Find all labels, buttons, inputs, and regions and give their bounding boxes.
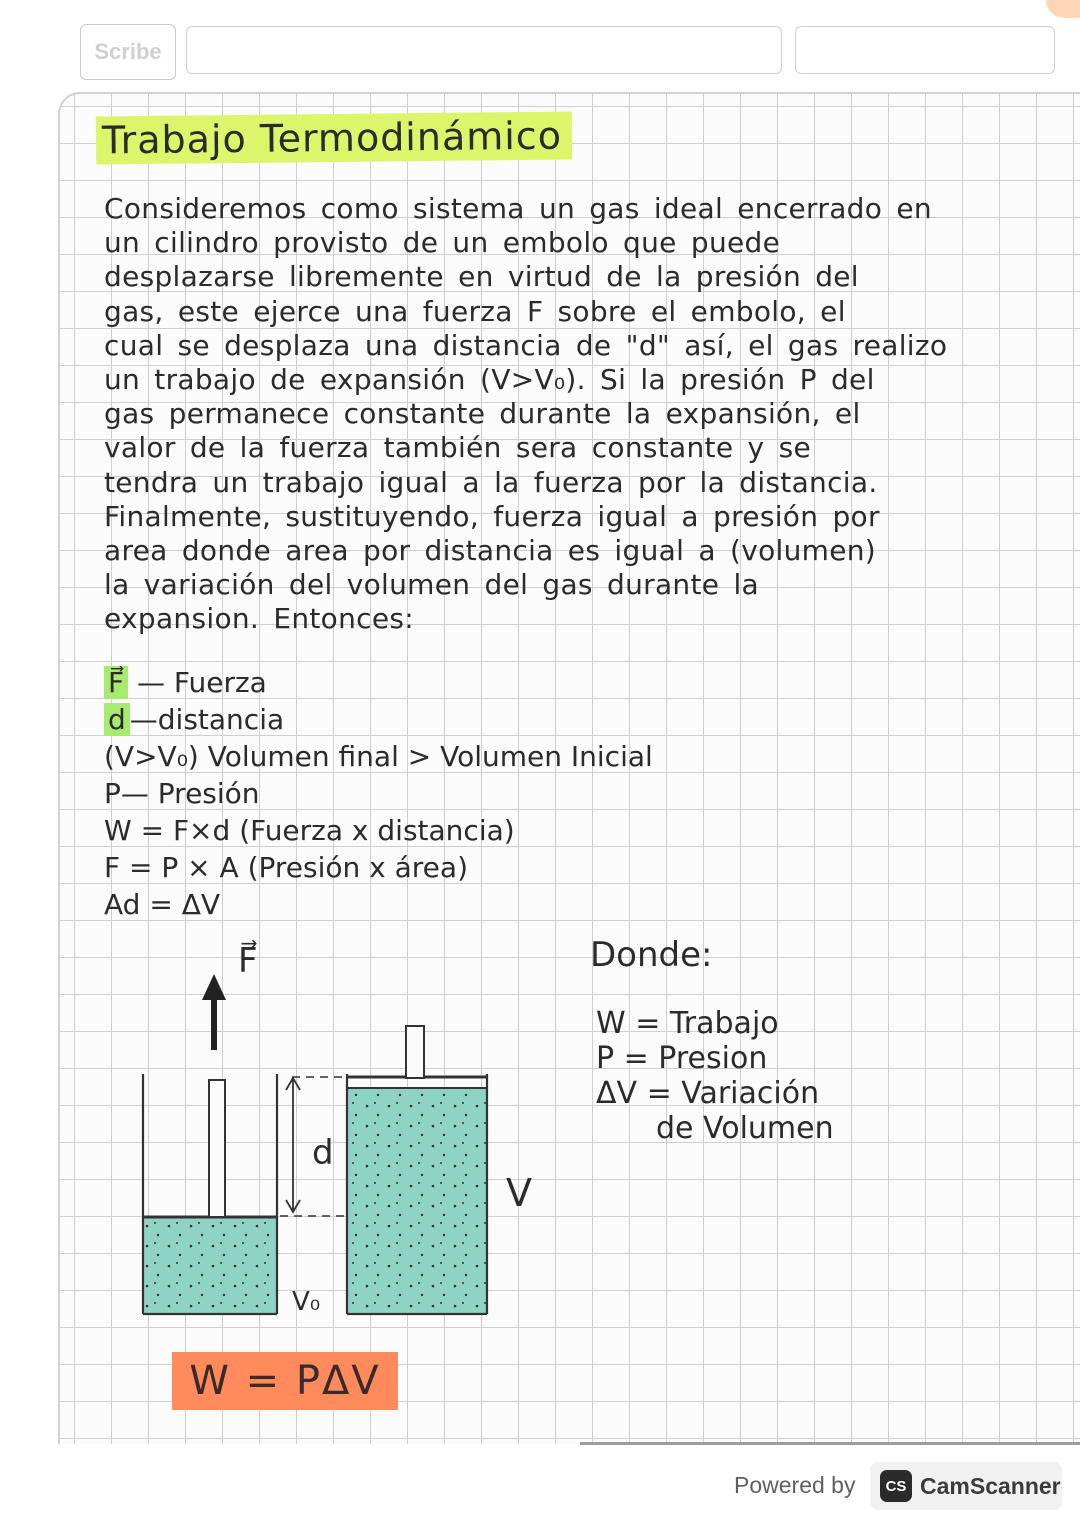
- paragraph-line: gas, este ejerce una fuerza F sobre el embolo, el: [104, 294, 846, 328]
- work-formula: W = PΔV: [172, 1352, 398, 1410]
- definition-text: —distancia: [129, 703, 285, 736]
- definition-row: [104, 812, 653, 849]
- camscanner-name: CamScanner: [920, 1472, 1061, 1499]
- definition-symbol: d: [104, 703, 130, 736]
- definition-symbol: F: [104, 851, 121, 884]
- piston-diagram: [120, 920, 560, 1320]
- legend-text: de Volumen: [656, 1111, 834, 1146]
- legend-symbol: P: [596, 1041, 615, 1076]
- paragraph-line: desplazarse libremente en virtud de la presión del: [104, 260, 859, 294]
- legend-row: [596, 1006, 834, 1041]
- legend-row: [596, 1041, 834, 1076]
- paragraph-line: tendra un trabajo igual a la fuerza por la distancia.: [104, 465, 878, 499]
- brand-label: Scribe: [94, 39, 162, 64]
- definition-row: [104, 849, 653, 886]
- paragraph-line: la variación del volumen del gas durante la: [104, 568, 759, 602]
- definition-symbol: P: [104, 777, 121, 810]
- donde-label: Donde:: [590, 935, 713, 975]
- definition-symbol: Ad: [104, 888, 141, 921]
- paragraph-line: un cilindro provisto de un embolo que puede: [104, 226, 781, 260]
- definition-text: Volumen final > Volumen Inicial: [198, 740, 653, 773]
- paragraph-line: Consideremos como sistema un gas ideal encerrado en: [104, 192, 932, 225]
- symbol-legend: [596, 1006, 834, 1146]
- definition-row: [104, 701, 653, 738]
- definition-symbol: F⃗: [104, 666, 128, 699]
- paragraph-line: expansion. Entonces:: [104, 602, 414, 636]
- legend-row: [596, 1076, 834, 1111]
- explanation-paragraph: [104, 192, 1024, 637]
- legend-symbol: ΔV: [596, 1076, 638, 1111]
- initial-volume-label: V₀: [292, 1287, 321, 1317]
- definition-text: = P × A (Presión x área): [120, 851, 468, 884]
- definition-row: [104, 738, 653, 775]
- legend-row: [596, 1111, 834, 1146]
- definition-row: [104, 886, 653, 923]
- footer-divider: [580, 1442, 1080, 1445]
- definition-text: — Fuerza: [128, 666, 267, 699]
- definition-symbol: W: [104, 814, 132, 847]
- legend-text: = Presion: [614, 1041, 768, 1076]
- force-label: F⃗: [238, 941, 258, 981]
- definition-text: = F×d (Fuerza x distancia): [131, 814, 515, 847]
- distance-label: d: [312, 1133, 334, 1173]
- legend-text: = Variación: [637, 1076, 820, 1111]
- definition-symbol: (V>V₀): [104, 740, 199, 773]
- brand-logo: [80, 24, 176, 80]
- camscanner-badge[interactable]: [870, 1462, 1062, 1510]
- paragraph-line: area donde area por distancia es igual a (volumen): [104, 534, 877, 568]
- final-volume-label: V: [506, 1171, 532, 1215]
- page-title: Trabajo Termodinámico: [96, 112, 572, 165]
- initial-cylinder: [143, 1074, 277, 1314]
- paragraph-line: cual se desplaza una distancia de "d" así, el gas realizo: [104, 328, 948, 362]
- force-arrow-icon: [202, 974, 226, 1050]
- definitions-list: [104, 664, 653, 923]
- definition-text: = ΔV: [140, 888, 221, 921]
- paragraph-line: un trabajo de expansión (V>V₀). Si la presión P del: [104, 363, 875, 397]
- definition-row: [104, 775, 653, 812]
- definition-text: — Presión: [120, 777, 260, 810]
- corner-decoration: [1046, 0, 1080, 18]
- legend-symbol: W: [596, 1006, 626, 1041]
- final-cylinder: [347, 1026, 487, 1314]
- powered-by-label: Powered by: [734, 1472, 856, 1498]
- camscanner-logo-icon: CS: [880, 1470, 912, 1502]
- paragraph-line: gas permanece constante durante la expansión, el: [104, 397, 861, 431]
- paragraph-line: Finalmente, sustituyendo, fuerza igual a presión por: [104, 499, 880, 533]
- paragraph-line: valor de la fuerza también sera constante y se: [104, 431, 812, 465]
- definition-row: [104, 664, 653, 701]
- header-field-title: [186, 26, 782, 74]
- header-field-date: [795, 26, 1055, 74]
- legend-text: = Trabajo: [625, 1006, 779, 1041]
